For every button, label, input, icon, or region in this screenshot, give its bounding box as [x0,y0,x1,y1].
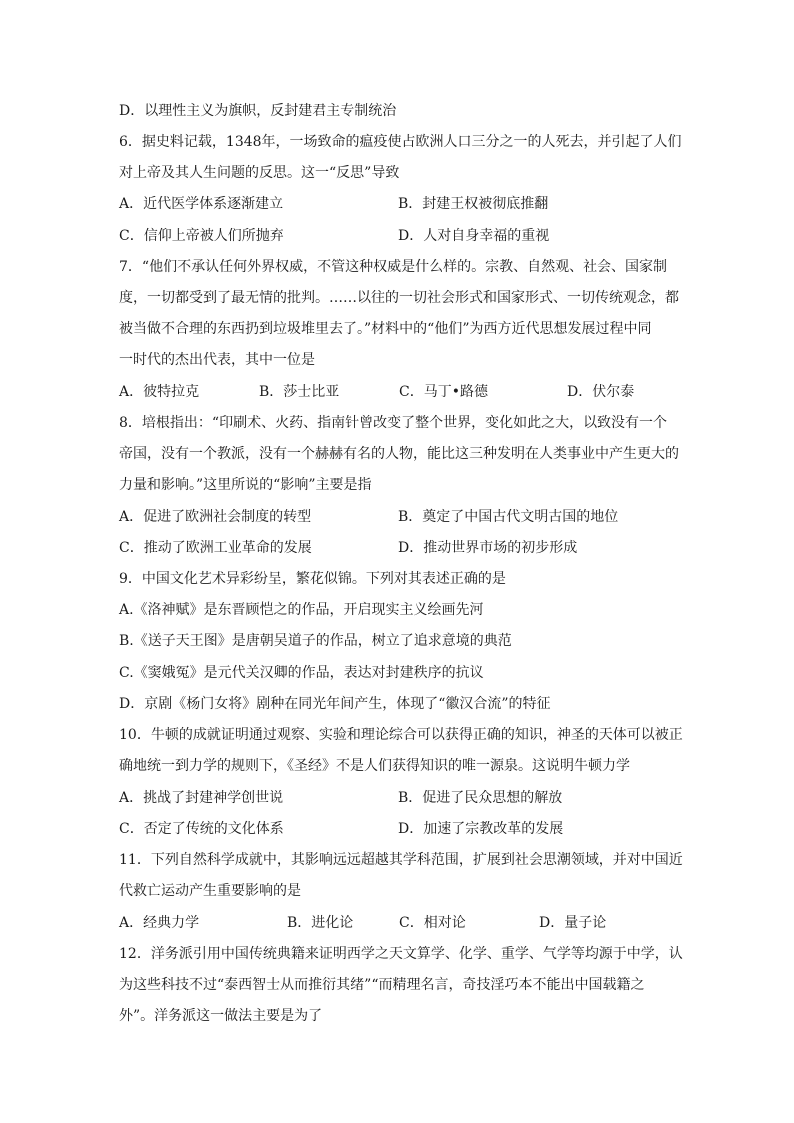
q6-stem-line-2: 对上帝及其人生问题的反思。这一“反思”导致 [119,165,400,181]
q7-option-d: D．伏尔泰 [567,384,635,400]
q12-stem-line-1: 12．洋务派引用中国传统典籍来证明西学之天文算学、化学、重学、气学等均源于中学，认 [119,946,683,962]
q8-options-row-1 [119,507,679,527]
q7-stem-line-3: 被当做不合理的东西扔到垃圾堆里去了。”材料中的“他们”为西方近代思想发展过程中同 [119,321,652,337]
q8-options-row-2 [119,538,679,558]
q8-stem-line-1: 8．培根指出：“印刷术、火药、指南针曾改变了整个世界，变化如此之大，以致没有一个 [119,415,668,431]
q6-stem-line-1: 6．据史料记载，1348年，一场致命的瘟疫使占欧洲人口三分之一的人死去，并引起了人们 [119,134,682,150]
q7-stem-line-2: 度，一切都受到了最无情的批判。……以往的一切社会形式和国家形式、一切传统观念，都 [119,290,679,306]
q9-stem-line-1: 9．中国文化艺术异彩纷呈，繁花似锦。下列对其表述正确的是 [119,571,506,587]
q7-option-b: B．莎士比亚 [259,384,340,400]
q6-option-b: B．封建王权被彻底推翻 [398,196,549,212]
q9-option-c: C.《窦娥冤》是元代关汉卿的作品，表达对封建秩序的抗议 [119,665,484,681]
q10-option-b: B．促进了民众思想的解放 [398,790,563,806]
q9-option-d: D．京剧《杨门女将》剧种在同光年间产生，体现了“徽汉合流”的特征 [119,696,551,712]
q8-option-c: C．推动了欧洲工业革命的发展 [119,540,312,556]
q8-stem-line-2: 帝国，没有一个教派，没有一个赫赫有名的人物，能比这三种发明在人类事业中产生更大的 [119,446,679,462]
q10-stem-line-1: 10．牛顿的成就证明通过观察、实验和理论综合可以获得正确的知识，神圣的天体可以被正 [119,727,683,743]
q9-option-b: B.《送子天王图》是唐朝吴道子的作品，树立了追求意境的典范 [119,633,512,649]
q8-stem-line-3: 力量和影响。”这里所说的“影响”主要是指 [119,477,372,493]
q7-options-row [119,382,679,402]
q11-option-b: B．进化论 [287,915,354,931]
q10-option-a: A．挑战了封建神学创世说 [119,790,284,806]
q11-stem-line-1: 11．下列自然科学成就中，其影响远远超越其学科范围，扩展到社会思潮领域，并对中国近 [119,852,683,868]
q8-option-d: D．推动世界市场的初步形成 [398,540,578,556]
q7-stem-line-4: 一时代的杰出代表，其中一位是 [119,352,315,368]
q8-option-b: B．奠定了中国古代文明古国的地位 [398,509,619,525]
q10-option-d: D．加速了宗教改革的发展 [398,821,564,837]
q10-options-row-1 [119,788,679,808]
q11-option-d: D．量子论 [539,915,607,931]
q10-option-c: C．否定了传统的文化体系 [119,821,284,837]
q6-options-row-2 [119,226,679,246]
q11-option-c: C．相对论 [399,915,466,931]
q11-options-row [119,913,679,933]
q5-option-d: D．以理性主义为旗帜，反封建君主专制统治 [119,103,397,119]
q12-stem-line-2: 为这些科技不过“泰西智士从而推衍其绪”“而精理名言，奇技淫巧本不能出中国载籍之 [119,977,645,993]
q6-option-d: D．人对自身幸福的重视 [398,228,550,244]
q8-option-a: A．促进了欧洲社会制度的转型 [119,509,312,525]
q7-option-c: C．马丁•路德 [399,384,488,400]
q6-options-row-1 [119,194,679,214]
q10-stem-line-2: 确地统一到力学的规则下，《圣经》不是人们获得知识的唯一源泉。这说明牛顿力学 [119,758,630,774]
q11-stem-line-2: 代救亡运动产生重要影响的是 [119,883,301,899]
q10-options-row-2 [119,819,679,839]
q9-option-a: A.《洛神赋》是东晋顾恺之的作品，开启现实主义绘画先河 [119,602,484,618]
q6-option-c: C．信仰上帝被人们所抛弃 [119,228,284,244]
q12-stem-line-3: 外”。洋务派这一做法主要是为了 [119,1008,323,1024]
q6-option-a: A．近代医学体系逐渐建立 [119,196,284,212]
q11-option-a: A．经典力学 [119,915,200,931]
q7-option-a: A．彼特拉克 [119,384,200,400]
q7-stem-line-1: 7．“他们不承认任何外界权威，不管这种权威是什么样的。宗教、自然观、社会、国家制 [119,259,668,275]
